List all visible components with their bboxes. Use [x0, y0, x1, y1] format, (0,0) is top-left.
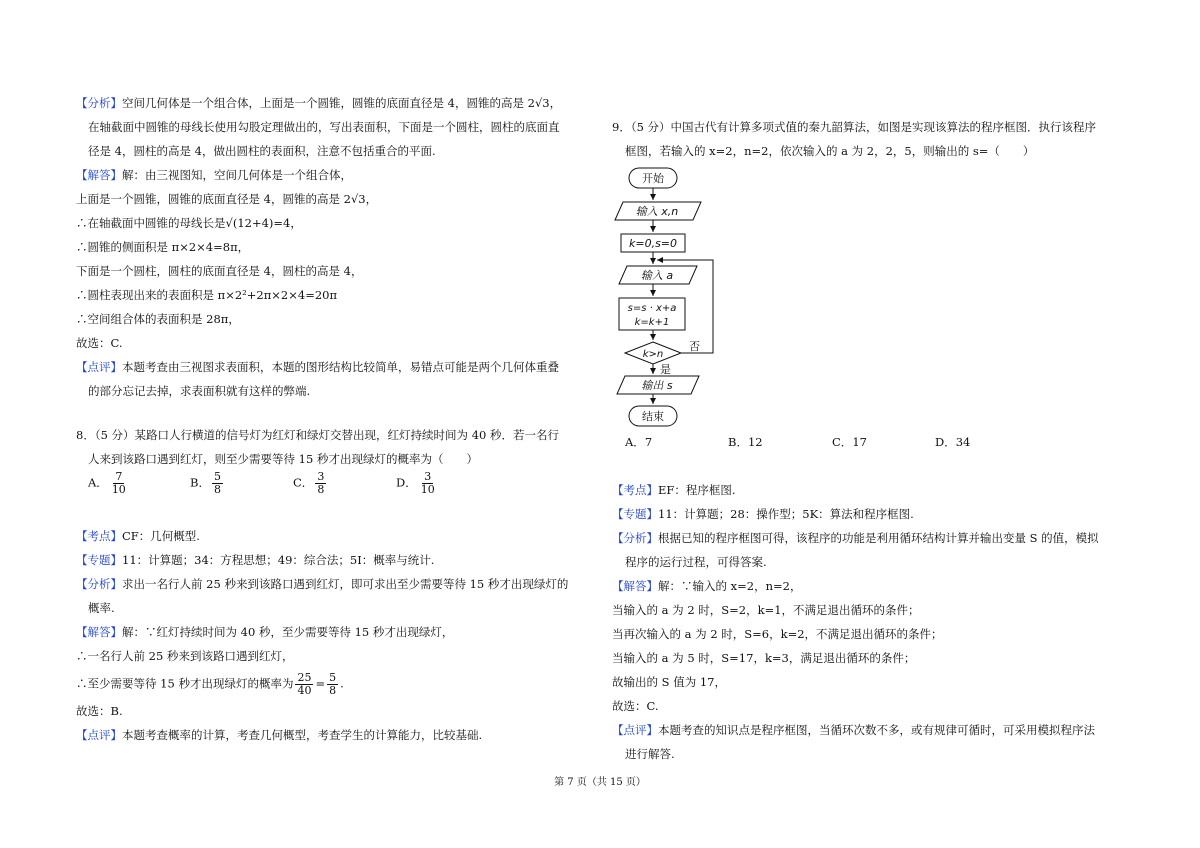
q9-topic-line: 【专题】11：计算题；28：操作型；5K：算法和程序框图. [612, 507, 914, 521]
program-flowchart [605, 160, 735, 435]
q9-option-d: D．34 [935, 435, 971, 449]
q8-answer-line-4: 故选：B. [76, 704, 123, 718]
q8-option-b: B． $\frac{5}{8}$ [190, 470, 221, 496]
q9-answer-line-2: 当输入的 a 为 2 时，S=2，k=1，不满足退出循环的条件； [612, 603, 920, 617]
flow-init-label: k=0,s=0 [628, 237, 678, 250]
q8-topic-line: 【专题】11：计算题；34：方程思想；49：综合法；5I：概率与统计. [76, 553, 435, 567]
q7-answer-line-6: ∴圆柱表现出来的表面积是 π×2²+2π×2×4=20π [76, 288, 338, 302]
q9-stem-line-1: 9．（5 分）中国古代有计算多项式值的秦九韶算法，如图是实现该算法的程序框图．执行该程序 [612, 120, 1097, 134]
q8-analysis-line-1: 【分析】求出一名行人前 25 秒来到该路口遇到红灯，即可求出至少需要等待 15 秒才出现绿灯的 [76, 577, 569, 591]
fraction: $\frac{25}{40}$ [297, 671, 312, 697]
q8-option-a: A． $\frac{7}{10}$ [88, 470, 126, 496]
q9-analysis-line-1: 【分析】根据已知的程序框图可得，该程序的功能是利用循环结构计算并输出变量 S 的值，模拟 [612, 531, 1099, 545]
flow-start-label: 开始 [642, 172, 664, 185]
flow-input-a-label: 输入 a [640, 269, 674, 282]
q8-option-d: D． $\frac{3}{10}$ [396, 470, 435, 496]
q8-comment-line-1: 【点评】本题考查概率的计算，考查几何概型，考查学生的计算能力，比较基础. [76, 728, 483, 742]
q9-answer-line-4: 当输入的 a 为 5 时，S=17，k=3，满足退出循环的条件； [612, 651, 916, 665]
flow-end-label: 结束 [642, 410, 664, 423]
flow-update-label-2: k=k+1 [634, 317, 670, 328]
q7-answer-line-2: 上面是一个圆锥，圆锥的底面直径是 4，圆锥的高是 2√3， [76, 192, 378, 206]
q9-answer-line-5: 故输出的 S 值为 17， [612, 675, 726, 689]
q7-analysis-line-1: 【分析】空间几何体是一个组合体，上面是一个圆锥，圆锥的底面直径是 4，圆锥的高是 2√3， [76, 96, 562, 110]
flow-input-xn-label: 输入 x,n [635, 205, 679, 218]
q7-comment-line-2: 的部分忘记去掉，求表面积就有这样的弊端. [88, 384, 311, 398]
flow-no-label: 否 [689, 340, 700, 353]
q8-analysis-line-2: 概率. [88, 601, 115, 615]
q9-comment-line-2: 进行解答. [625, 747, 675, 761]
q9-analysis-line-2: 程序的运行过程，可得答案. [625, 555, 767, 569]
flow-update-label-1: s=s · x+a [627, 303, 677, 314]
q7-answer-line-5: 下面是一个圆柱，圆柱的底面直径是 4，圆柱的高是 4， [76, 264, 363, 278]
q7-analysis-line-3: 径是 4，圆柱的高是 4，做出圆柱的表面积，注意不包括重合的平面. [88, 144, 436, 158]
q8-option-c: C． $\frac{3}{8}$ [293, 470, 325, 496]
fraction: $\frac{5}{8}$ [213, 470, 221, 496]
q8-answer-line-3: ∴至少需要等待 15 秒才出现绿灯的概率为 $\frac{25}{40}$ = $\frac{5}{8}$ . [76, 671, 344, 697]
q9-comment-line-1: 【点评】本题考查的知识点是程序框图，当循环次数不多，或有规律可循时，可采用模拟程序法 [612, 723, 1095, 737]
q8-answer-line-2: ∴一名行人前 25 秒来到该路口遇到红灯， [76, 649, 294, 663]
q8-point-line: 【考点】CF：几何概型. [76, 529, 200, 543]
flow-output-label: 输出 s [641, 379, 673, 392]
q9-answer-line-1: 【解答】解：∵输入的 x=2，n=2， [612, 579, 802, 593]
q9-stem-line-2: 框图，若输入的 x=2，n=2，依次输入的 a 为 2，2，5，则输出的 s=（ ） [625, 144, 1035, 158]
q7-comment-line-1: 【点评】本题考查由三视图求表面积，本题的图形结构比较简单，易错点可能是两个几何体重叠 [76, 360, 559, 374]
page-footer: 第 7 页（共 15 页） [554, 777, 646, 788]
fraction: $\frac{3}{10}$ [420, 470, 435, 496]
q9-option-b: B．12 [728, 435, 763, 449]
q9-option-a: A．7 [625, 435, 653, 449]
q8-answer-line-1: 【解答】解：∵红灯持续时间为 40 秒，至少需要等待 15 秒才出现绿灯， [76, 625, 454, 639]
q9-point-line: 【考点】EF：程序框图. [612, 483, 736, 497]
q7-answer-line-1: 【解答】解：由三视图知，空间几何体是一个组合体， [76, 168, 352, 182]
q8-stem-line-1: 8．（5 分）某路口人行横道的信号灯为红灯和绿灯交替出现，红灯持续时间为 40 秒．若一名行 [76, 428, 559, 442]
q7-answer-line-8: 故选：C. [76, 336, 123, 350]
q9-answer-line-6: 故选：C. [612, 699, 659, 713]
flow-condition-label: k>n [642, 349, 664, 360]
q9-answer-line-3: 当再次输入的 a 为 2 时，S=6，k=2，不满足退出循环的条件； [612, 627, 943, 641]
q7-answer-line-4: ∴圆锥的侧面积是 π×2×4=8π， [76, 240, 250, 254]
fraction: $\frac{5}{8}$ [329, 671, 337, 697]
fraction: $\frac{7}{10}$ [111, 470, 126, 496]
q9-option-c: C．17 [832, 435, 867, 449]
flow-yes-label: 是 [660, 363, 671, 376]
fraction: $\frac{3}{8}$ [317, 470, 325, 496]
q8-stem-line-2: 人来到该路口遇到红灯，则至少需要等待 15 秒才出现绿灯的概率为（ ） [88, 452, 478, 466]
q7-answer-line-7: ∴空间组合体的表面积是 28π， [76, 312, 240, 326]
q7-analysis-line-2: 在轴截面中圆锥的母线长使用勾股定理做出的，写出表面积，下面是一个圆柱，圆柱的底面直 [88, 120, 560, 134]
q7-answer-line-3: ∴在轴截面中圆锥的母线长是√(12+4)=4， [76, 216, 302, 230]
